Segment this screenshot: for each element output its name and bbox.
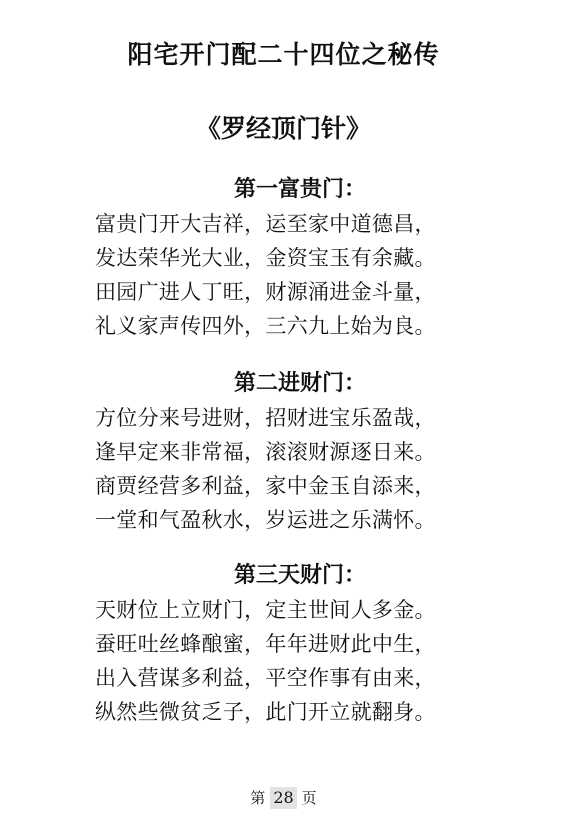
verse-line: 逢早定来非常福，滚滚财源逐日来。 bbox=[95, 440, 436, 464]
verse-line: 一堂和气盈秋水，岁运进之乐满怀。 bbox=[95, 508, 436, 532]
section-heading: 第一富贵门： bbox=[233, 177, 366, 202]
verse-line: 纵然些微贫乏子，此门开立就翻身。 bbox=[95, 700, 436, 724]
page-number: 28 bbox=[270, 787, 296, 809]
verse-line: 富贵门开大吉祥，运至家中道德昌， bbox=[95, 212, 436, 236]
verse-line: 出入营谋多利益，平空作事有由来， bbox=[95, 666, 436, 690]
verse-line: 蚕旺吐丝蜂酿蜜，年年进财此中生， bbox=[95, 632, 436, 656]
verse-line: 方位分来号进财，招财进宝乐盈哉， bbox=[95, 406, 436, 430]
section-heading: 第二进财门： bbox=[233, 371, 366, 396]
verse-line: 田园广进人丁旺，财源涌进金斗量， bbox=[95, 280, 436, 304]
page-footer bbox=[0, 787, 567, 809]
page-suffix: 页 bbox=[301, 789, 317, 807]
section-tiancai-gate bbox=[95, 561, 495, 729]
book-subtitle: 《罗经顶门针》 bbox=[195, 114, 371, 143]
verse-line: 礼义家声传四外，三六九上始为良。 bbox=[95, 314, 436, 338]
section-fugui-gate bbox=[95, 175, 495, 343]
verse-line: 发达荣华光大业，金资宝玉有余藏。 bbox=[95, 246, 436, 270]
section-heading: 第三天财门： bbox=[233, 563, 366, 588]
section-jincai-gate bbox=[95, 369, 495, 537]
page-prefix: 第 bbox=[250, 789, 266, 807]
verse-line: 天财位上立财门，定主世间人多金。 bbox=[95, 598, 436, 622]
page-title: 阳宅开门配二十四位之秘传 bbox=[127, 40, 440, 69]
verse-line: 商贾经营多利益，家中金玉自添来， bbox=[95, 474, 436, 498]
